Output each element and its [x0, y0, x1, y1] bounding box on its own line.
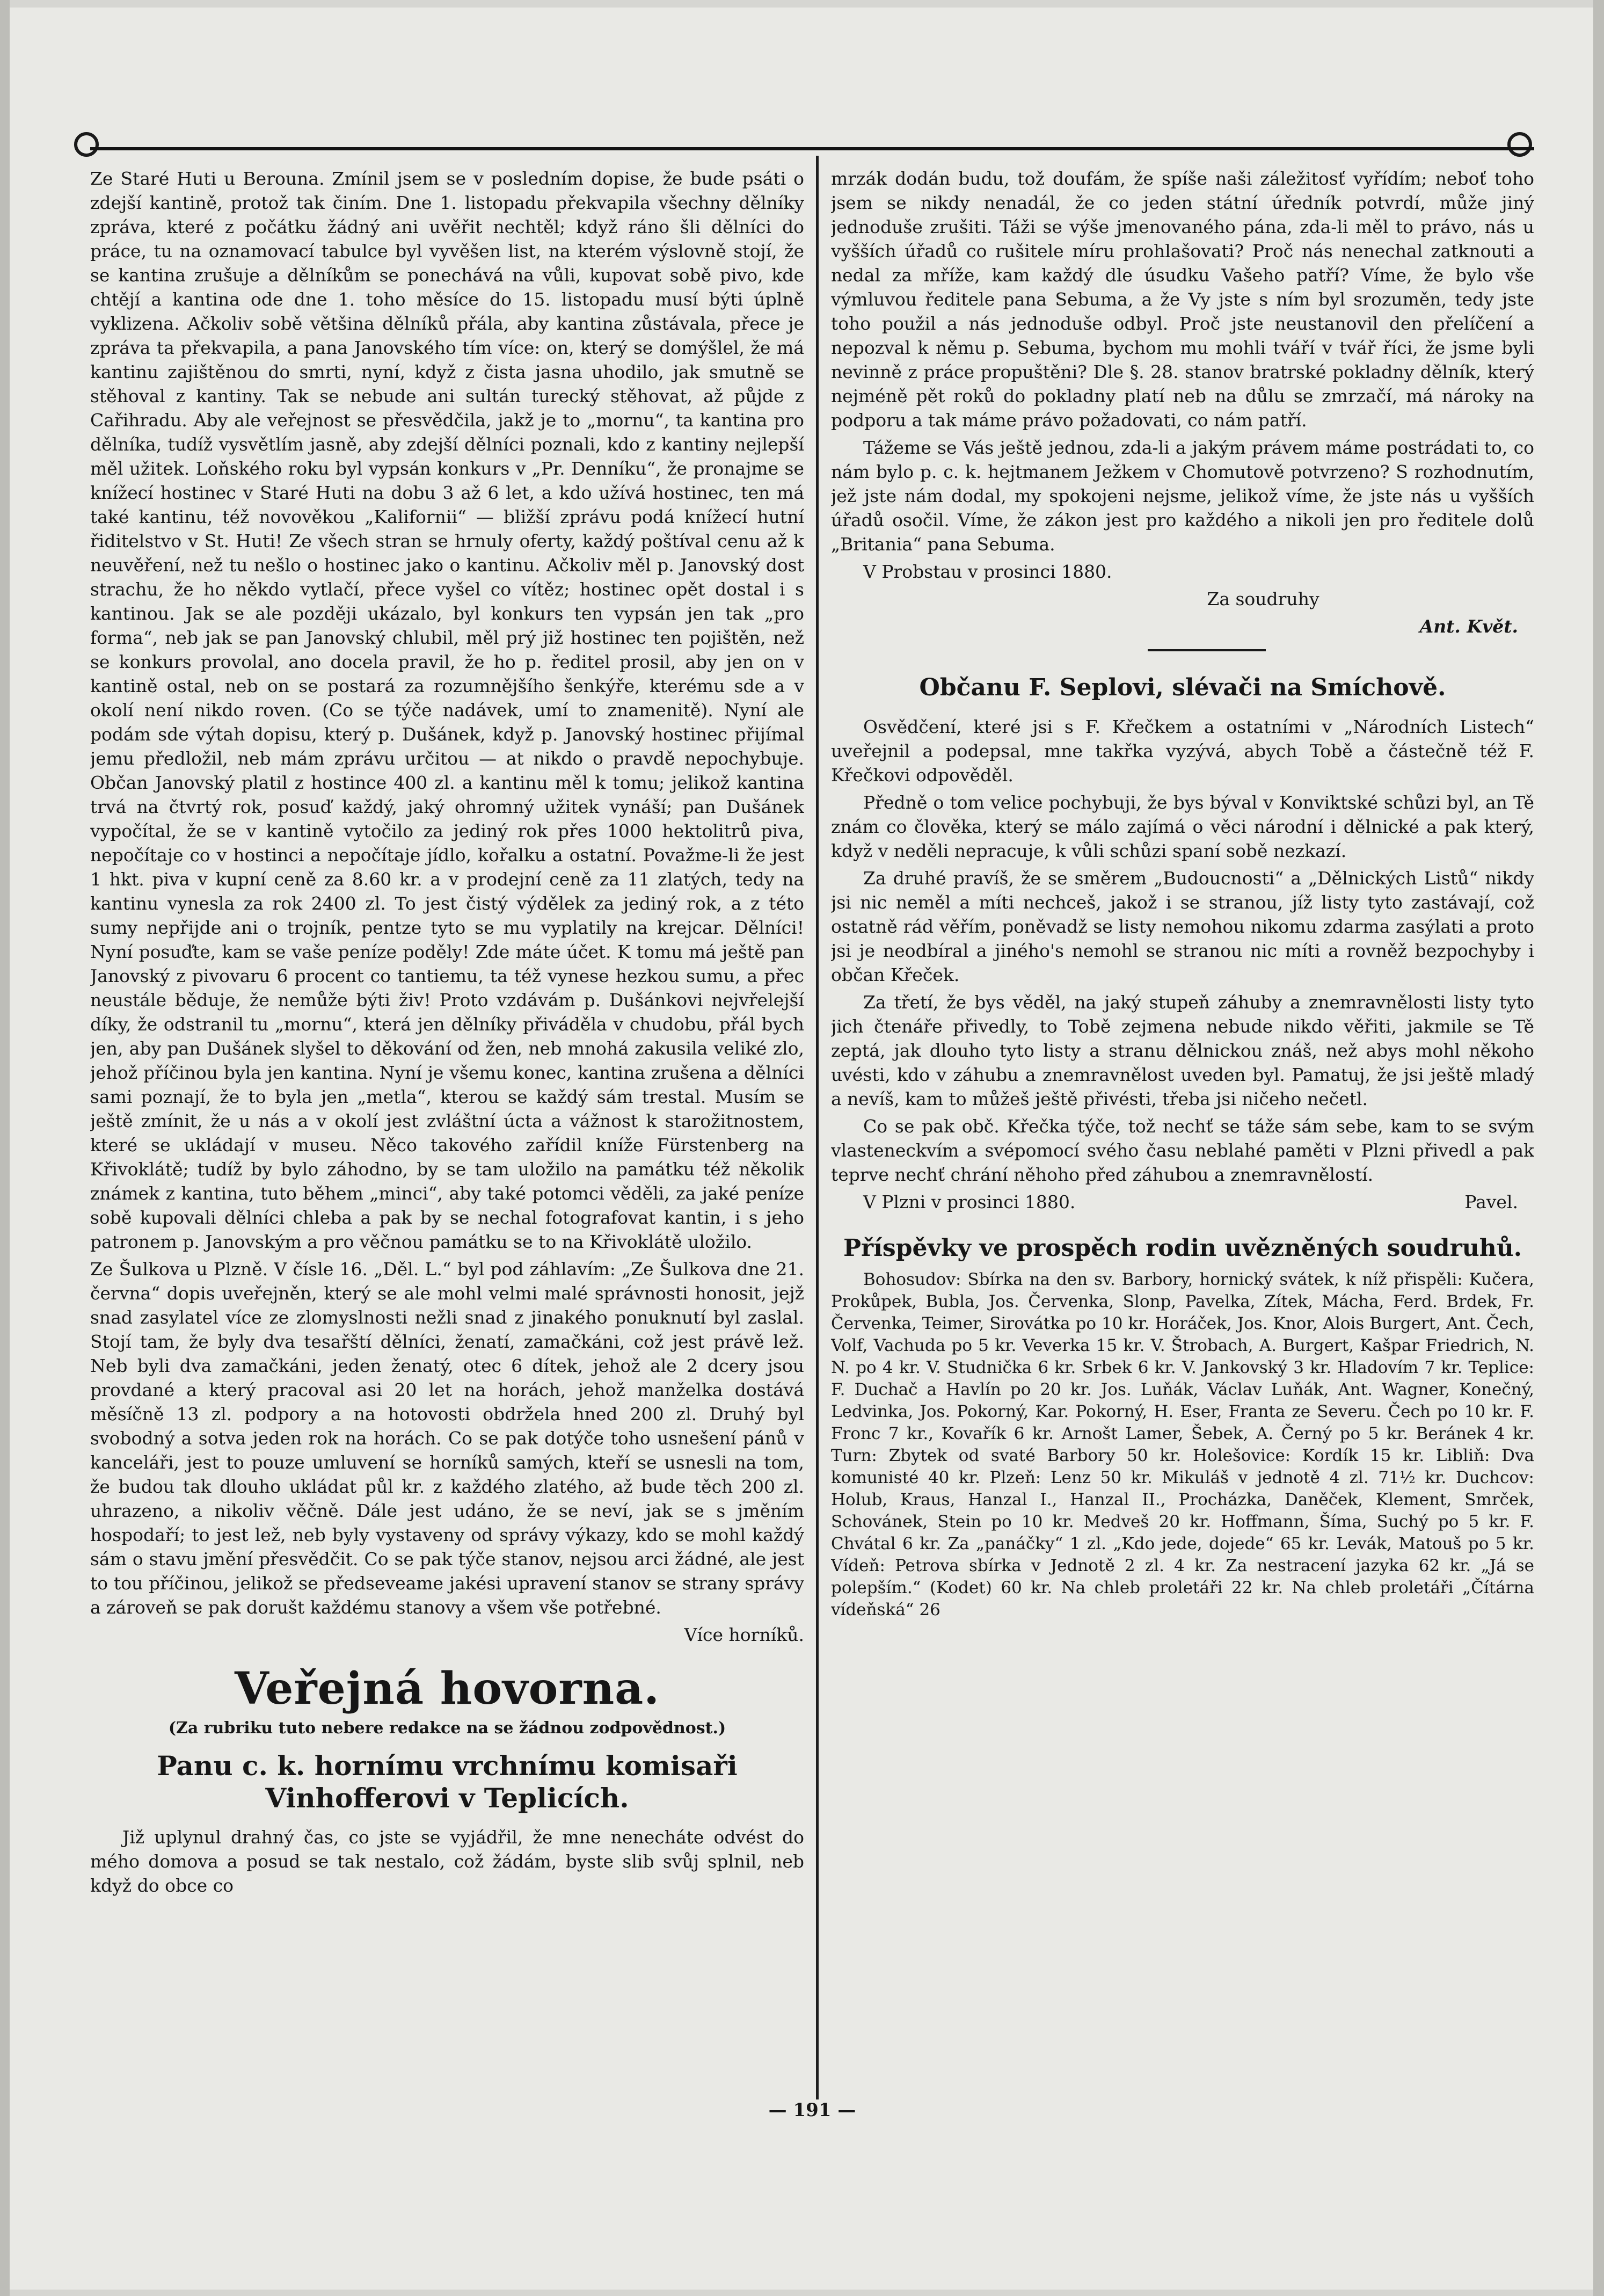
open-letter-paragraph: Za druhé pravíš, že se směrem „Budoucnosti“ a „Dělnických Listů“ nikdy jsi nic neměl a míti nechceš, jakož i se stranou, jíž listy tyto zastávají, což ostatně rád věřím, poněvadž se listy nemohou nikomu zdarma zasýlati a proto jsi je neodbíral a jiného's nemohl se stranou nic míti a rovněž bezpochyby i občan Křeček.	[831, 868, 1534, 985]
scan-right-edge	[1593, 0, 1604, 2296]
separator-rule	[1148, 649, 1266, 651]
open-letter-paragraph: Co se pak obč. Křečka týče, tož nechť se táže sám sebe, kam to se svým vlasteneckvím a svépomocí svého času neblahé paměti v Plzni přivedl a pak teprve nechť chrání něhoho před záhubou a znemravnělostí.	[831, 1116, 1534, 1185]
letter-signature: Ant. Květ.	[1419, 616, 1518, 637]
letter-greeting: Za soudruhy	[1207, 588, 1319, 609]
contributions-title: Příspěvky ve prospěch rodin uvězněných soudruhů.	[843, 1234, 1522, 1262]
letter-continuation-2: Tážeme se Vás ještě jednou, zda-li a jakým právem máme postrádati to, co nám bylo p. c. k. hejtmanem Ježkem v Chomutově potvrzeno? S rozhodnutím, jež jste nám dodal, my spokojeni nejsme, jelikož víme, že jste nás u vyšších úřadů osočil. Víme, že zákon jest pro každého a nikoli jen pro ředitele dolů „Britania“ pana Sebuma.	[831, 437, 1534, 555]
report-staré-huť: Ze Staré Huti u Berouna. Zmínil jsem se v posledním dopise, že bude psáti o zdejší kantině, protož tak činím. Dne 1. listopadu překvapila všechny dělníky zpráva, které z počátku žádný ani uvěřit nechtěl; když ráno šli dělníci do práce, tu na oznamovací tabulce byl vyvěšen list, na kterém výslovně stojí, že se kantina zrušuje a dělníkům se ponechává na vůli, kupovat sobě pivo, kde chtějí a kantina ode dne 1. toho měsíce do 15. listopadu musí býti úplně vyklizena. Ačkoliv sobě většina dělníků přála, aby kantina zůstávala, přece je zpráva ta překvapila, a pana Janovského tím více: on, který se domýšlel, že má kantinu zajištěnou do smrti, nyní, když z čista jasna uhodilo, jak smutně se stěhoval z kantiny. Tak se nebude ani sultán turecký stěhovat, až půjde z Cařihradu. Aby ale veřejnost se přesvědčila, jakž je to „mornu“, ta kantina pro dělníka, tudíž vysvětlím jasně, aby zdejší dělníci poznali, kdo z kantiny nejlepší měl užitek. Loňského roku byl vypsán konkurs v „Pr. Denníku“, že pronajme se knížecí hostinec v Staré Huti na dobu 3 až 6 let, a kdo užívá hostinec, ten má také kantinu, též novověkou „Kalifornii“ — bližší zprávu podá knížecí hutní řiditelstvo v St. Huti! Ze všech stran se hrnuly oferty, každý poštíval cenu až k neuvěření, než tu nešlo o hostinec jako o kantinu. Ačkoliv měl p. Janovský dost strachu, že ho někdo vytlačí, přece vyšel co vítěz; hostinec opět dostal i s kantinou. Jak se ale později ukázalo, byl konkurs ten vypsán jen tak „pro forma“, neb jak se pan Janovský chlubil, měl prý již hostinec ten pojištěn, než se konkurs provolal, ano docela pravil, že ho p. ředitel prosil, aby jen on v kantině ostal, neb on se postará za rozumnějšího šenkýře, kterému sde a v okolí není nikdo roven. (Co se týče nadávek, umí to znamenitě). Nyní ale podám sde výtah dopisu, který p. Dušánek, když p. Janovský hostinec přijímal jemu předložil, neb mám zprávu určitou — at nikdo o pravdě nepochybuje. Občan Janovský platil z hostince 400 zl. a kantinu měl k tomu; jelikož kantina trvá na čtvrtý rok, posuď každý, jaký ohromný užitek vynáší; pan Dušánek vypočítal, že se v kantině vytočilo za jediný rok přes 1000 hektolitrů piva, nepočítaje co v hostinci a nepočítaje jídlo, kořalku a ostatní. Považme-li že jest 1 hkt. piva v kupní ceně za 8.60 kr. a v prodejní ceně za 11 zlatých, tedy na kantinu vynesla za rok 2400 zl. To jest čistý výdělek za jediný rok, a z této sumy nepřijde ani o trojník, pentze tyto se mu vyplatily na krejcar. Dělníci! Nyní posuďte, kam se vaše peníze poděly! Zde máte účet. K tomu má ještě pan Janovský z pivovaru 6 procent co tantiemu, ta též vynese hezkou sumu, a přec neustále běduje, že nemůže býti živ! Proto vzdávám p. Dušánkovi nejvřelejší díky, že odstranil tu „mornu“, která jen dělníky přiváděla v chudobu, přál bych jen, aby pan Dušánek slyšel to děkování od žen, neb mnohá zakusila veliké zlo, jehož příčinou byla jen kantina. Nyní je všemu konec, kantina zrušena a dělníci sami poznají, že to byla jen „metla“, kterou se každý sám trestal. Musím se ještě zmínit, že u nás a v okolí jest zvláštní úcta a vážnost k starožitnostem, které se ukládají v museu. Něco takového zařídil kníže Fürstenberg na Křivoklátě; tudíž by bylo záhodno, by se tam uložilo na památku též několik známek z kantina, tuto během „minci“, aby také potomci věděli, za jaké peníze sobě kupovali dělníci chleba a pak by se nechal fotografovat kantin, i s jeho patronem p. Janovským a pro věčnou památku se to na Křivoklátě uložilo.	[90, 168, 804, 1252]
column-divider	[816, 156, 819, 2099]
open-letter-title: Občanu F. Seplovi, slévači na Smíchově.	[919, 674, 1446, 701]
open-letter-paragraph: Za třetí, že bys věděl, na jaký stupeň záhuby a znemravnělosti listy tyto jich čtenáře přivedly, to Tobě zejmena nebude nikdo věřiti, jakmile se Tě zeptá, jak dlouho tyto listy a stranu dělnickou znáš, než abys mohl někoho uvésti, kdo v záhubu a znemravnělost uveden byl. Pamatuj, že jsi ještě mladý a nevíš, kam to můžeš ještě přivésti, třeba jsi ničeho nečetl.	[831, 992, 1534, 1109]
page-frame	[90, 147, 1534, 2121]
section-note: (Za rubriku tuto nebere redakce na se žádnou zodpovědnost.)	[168, 1719, 726, 1738]
open-letter-paragraph: Osvědčení, které jsi s F. Křečkem a ostatními v „Národních Listech“ uveřejnil a podepsal, mne takřka vyzývá, abych Tobě a částečně též F. Křečkovi odpověděl.	[831, 716, 1534, 786]
left-column	[90, 166, 804, 2099]
letter-paragraph: Již uplynul drahný čas, co jste se vyjádřil, že mne nenecháte odvést do mého domova a posud se tak nestalo, což žádám, byste slib svůj splnil, neb když do obce co	[90, 1827, 804, 1896]
open-letter-paragraph: Předně o tom velice pochybuji, že bys býval v Konviktské schůzi byl, an Tě znám co člověka, který se málo zajímá o věci národní i dělnické a pak který, když v neděli nepracuje, k vůli schůzi spaní sobě nezkazí.	[831, 792, 1534, 861]
section-title: Veřejná hovorna.	[235, 1663, 660, 1714]
scan-left-edge	[0, 0, 10, 2296]
open-letter-footer	[831, 1190, 1534, 1214]
report-šulkov: Ze Šulkova u Plzně. V čísle 16. „Děl. L.“ byl pod záhlavím: „Ze Šulkova dne 21. června“ dopis uveřejněn, který se ale mohl velmi malé správnosti honosit, jejž snad zasylatel více ze zlomyslnosti nežli snad z jinakého ponuknutí byl zaslal. Stojí tam, že byly dva tesařští dělníci, ženatí, zamačkáni, což jest právě lež. Neb byli dva zamačkáni, jeden ženatý, otec 6 dítek, jehož ale 2 dcery jsou provdané a který pracoval asi 20 let na horách, jehož manželka dostává měsíčně 13 zl. podpory a na hotovosti obdržela hned 200 zl. Druhý byl svobodný a sotva jeden rok na horách. Co se pak dotýče toho usnešení pánů v kanceláři, jest to pouze umluvení se horníků samých, kteří se usnesli na tom, že budou tak dlouho ukládat půl kr. z každého zlatého, až bude těch 200 zl. uhrazeno, a nikoliv věčně. Dále jest udáno, že se neví, jak se s jměním hospodaří; to jest lež, neb byly vystaveny od správy výkazy, kdo se mohl každý sám o stavu jmění přesvědčit. Co se pak týče stanov, nejsou arci žádné, ale jest to tou příčinou, jelikož se předseveame jakési upravení stanov se strany správy a zároveň se pak dorušt každému stanovy a všem vše potřebné.	[90, 1259, 804, 1618]
letter-place-date: V Probstau v prosinci 1880.	[863, 561, 1112, 582]
newspaper-page	[10, 8, 1593, 2290]
page-number: — 191 —	[768, 2099, 856, 2121]
open-letter-place-date: V Plzni v prosinci 1880.	[863, 1191, 1076, 1212]
contributions-list: Bohosudov: Sbírka na den sv. Barbory, hornický svátek, k níž přispěli: Kučera, Prokůpek, Bubla, Jos. Červenka, Slonp, Pavelka, Zítek, Mácha, Ferd. Brdek, Fr. Červenka, Teimer, Sirovátka po 10 kr. Horáček, Jos. Knor, Alois Burgert, Ant. Čech, Volf, Vachuda po 5 kr. Veverka 15 kr. V. Štrobach, A. Burgert, Kašpar Friedrich, N. N. po 4 kr. V. Studnička 6 kr. Srbek 6 kr. V. Jankovský 3 kr. Hladovím 7 kr. Teplice: F. Duchač a Havlín po 20 kr. Jos. Luňák, Václav Luňák, Ant. Wagner, Konečný, Ledvinka, Jos. Pokorný, Kar. Pokorný, H. Eser, Franta ze Severu. Čech po 10 kr. F. Fronc 7 kr., Kovařík 6 kr. Arnošt Lamer, Šebek, A. Černý po 5 kr. Beránek 4 kr. Turn: Zbytek od svaté Barbory 50 kr. Holešovice: Kordík 15 kr. Libliň: Dva komunisté 40 kr. Plzeň: Lenz 50 kr. Mikuláš v jednotě 4 zl. 71½ kr. Duchcov: Holub, Kraus, Hanzal I., Hanzal II., Procházka, Daněček, Klement, Smrček, Schovánek, Stein po 10 kr. Medveš 20 kr. Hoffmann, Šíma, Suchý po 5 kr. F. Chvátal 6 kr. Za „panáčky“ 1 zl. „Kdo jede, dojede“ 65 kr. Levák, Matouš po 5 kr. Vídeň: Petrova sbírka v Jednotě 2 zl. 4 kr. Za nestracení jazyka 62 kr. „Já se polepším.“ (Kodet) 60 kr. Na chleb proletáři 22 kr. Na chleb proletáři „Čítárna vídeňská“ 26	[831, 1270, 1534, 1619]
right-column	[831, 166, 1534, 2099]
letter-continuation: mrzák dodán budu, tož doufám, že spíše naši záležitosť vyřídím; neboť toho jsem se nikdy nenadál, že co jeden státní úředník potvrdí, může jiný jednoduše zrušiti. Táži se výše jmenovaného pána, zda-li měl to právo, nás u vyšších úřadů co rušitele míru prohlašovati? Proč nás nenechal zatknouti a nedal za mříže, kam každý dle úsudku Vašeho patří? Víme, že bylo vše výmluvou ředitele pana Sebuma, a že Vy jste s ním byl srozuměn, tedy jste toho použil a nás jednoduše odbyl. Proč jste neustanovil den přelíčení a nepozval k němu p. Sebuma, bychom mu mohli tváří v tvář říci, že jsme byli nevinně z práce propuštěni? Dle §. 28. stanov bratrské pokladny dělník, který nejméně pět roků do pokladny platí neb na důlu se zmrzačí, má nároky na podporu a tak máme právo požadovati, co nám patří.	[831, 168, 1534, 431]
report-šulkov-signature: Více horníků.	[684, 1624, 804, 1645]
letter-title: Panu c. k. hornímu vrchnímu komisaři Vinhofferovi v Teplicích.	[157, 1750, 738, 1814]
open-letter-signature: Pavel.	[1464, 1191, 1518, 1212]
